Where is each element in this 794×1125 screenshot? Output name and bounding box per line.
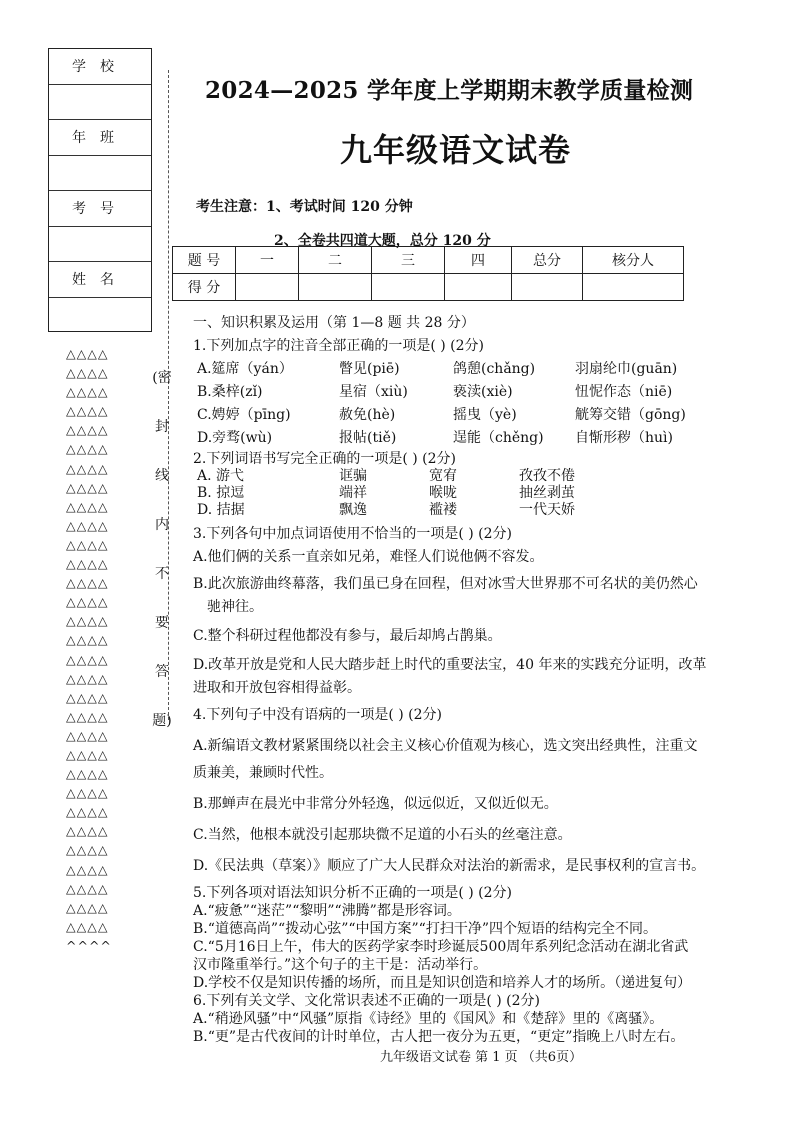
score-header-cell: 二: [299, 247, 372, 274]
info-class-field[interactable]: [49, 156, 151, 192]
seal-char: 封: [155, 418, 169, 435]
question-1-stem: 1.下列加点字的注音全部正确的一项是( ) (2分): [193, 338, 485, 354]
q2-option: D. 拮据: [197, 502, 245, 518]
triangle-row: △△△△: [66, 727, 109, 743]
note-line-1: [196, 190, 491, 224]
score-cell[interactable]: [583, 274, 684, 301]
q5-option-c-line2: 汉市隆重举行。”这个句子的主干是：活动举行。: [193, 957, 488, 973]
info-school-field[interactable]: [49, 85, 151, 121]
q4-option-c: C.当然，他根本就没引起那块微不足道的小石头的丝毫注意。: [193, 827, 572, 843]
triangle-row: △△△△: [66, 842, 109, 858]
q4-option-b: B.那蝉声在晨光中非常分外轻逸，似远似近，又似近似无。: [193, 796, 558, 812]
seal-notice: [150, 352, 174, 744]
triangle-row: △△△△: [66, 441, 109, 457]
q5-option-c-line1: C.“5月16日上午，伟大的医药学家李时珍诞辰500周年系列纪念活动在湖北省武: [193, 939, 689, 955]
seal-char: 线: [155, 467, 169, 484]
triangle-row: △△△△: [66, 479, 109, 495]
q2-option: 端祥: [339, 485, 367, 501]
seal-char: (密: [152, 369, 172, 386]
score-header-cell: 三: [372, 247, 445, 274]
seal-char: 要: [155, 614, 169, 631]
q6-option-b: B.“更”是古代夜间的计时单位，古人把一夜分为五更，“更定”指晚上八时左右。: [193, 1029, 685, 1045]
question-content: [193, 312, 773, 1046]
q2-option: 褴褛: [429, 502, 457, 518]
q1-option: 鸽憩(chǎng): [453, 361, 536, 377]
question-5: [193, 884, 773, 1046]
q1-option: 觥筹交错（gōng): [575, 407, 686, 423]
q2-option: 宽宥: [429, 468, 457, 484]
note-total: 2、全卷共四道大题，总分 120 分: [274, 233, 491, 249]
info-name-field[interactable]: [49, 298, 151, 334]
triangle-row: △△△△: [66, 861, 109, 877]
triangle-row: △△△△: [66, 785, 109, 801]
info-class-label: 年班: [49, 120, 151, 156]
q3-option-d-line2: 进取和开放包容相得益彰。: [193, 680, 361, 696]
q2-option: 抽丝剥茧: [519, 485, 575, 501]
student-info-box: [48, 48, 152, 332]
question-2-options: [193, 468, 773, 519]
triangle-row: △△△△: [66, 575, 109, 591]
score-table: [172, 246, 684, 301]
triangle-row: △△△△: [66, 746, 109, 762]
triangle-border: [66, 344, 146, 955]
question-2-stem: 2.下列词语书写完全正确的一项是( ) (2分): [193, 451, 457, 467]
triangle-row: △△△△: [66, 651, 109, 667]
q5-option-b: B.“道德高尚”“拨动心弦”“中国方案”“打扫干净”四个短语的结构完全不同。: [193, 921, 657, 937]
note-time: 1、考试时间 120 分钟: [266, 199, 413, 215]
q1-option: 忸怩作态（niē): [575, 384, 673, 400]
triangle-row: △△△△: [66, 403, 109, 419]
q2-option: 孜孜不倦: [519, 468, 575, 484]
triangle-row: △△△△: [66, 365, 109, 381]
seal-char: 内: [155, 516, 169, 533]
score-header-cell: 总分: [512, 247, 583, 274]
exam-subtitle: 九年级语文试卷: [340, 131, 572, 169]
score-row-label: 得 分: [173, 274, 236, 301]
triangle-row: △△△△: [66, 689, 109, 705]
q5-option-a: A.“疲惫”“迷茫”“黎明”“沸腾”都是形容词。: [193, 903, 461, 919]
q2-option: B. 掠逗: [197, 485, 245, 501]
score-cell[interactable]: [512, 274, 583, 301]
seal-char: 不: [155, 565, 169, 582]
triangle-row: △△△△: [66, 804, 109, 820]
q3-option-a: A.他们俩的关系一直亲如兄弟，难怪人们说他俩不容发。: [193, 549, 544, 565]
q1-option: B.桑梓(zǐ): [197, 384, 263, 400]
score-header-cell: 一: [236, 247, 299, 274]
q2-option: 飘逸: [339, 502, 367, 518]
triangle-row: △△△△: [66, 594, 109, 610]
q1-option: 报帖(tiě): [339, 430, 397, 446]
triangle-row: △△△△: [66, 498, 109, 514]
q1-option: 瞥见(piē): [339, 361, 400, 377]
q3-option-b-line2: 驰神往。: [207, 599, 263, 615]
info-school-label: 学校: [49, 49, 151, 85]
question-1-options: [193, 358, 773, 450]
section-1-title: 一、知识积累及运用（第 1—8 题 共 28 分）: [193, 315, 475, 331]
triangle-row: ^^^^: [66, 937, 112, 953]
info-name-label: 姓名: [49, 262, 151, 298]
q1-option: 摇曳（yè): [453, 407, 517, 423]
triangle-row: △△△△: [66, 632, 109, 648]
q4-option-a-line2: 质兼美，兼顾时代性。: [193, 765, 333, 781]
q1-option: 亵渎(xiè): [453, 384, 513, 400]
q1-option: D.旁骛(wù): [197, 430, 273, 446]
q1-option: A.筵席（yán）: [197, 361, 293, 377]
question-3-stem: 3.下列各句中加点词语使用不恰当的一项是( ) (2分): [193, 526, 513, 542]
triangle-row: △△△△: [66, 384, 109, 400]
q4-option-a-line1: A.新编语文教材紧紧围绕以社会主义核心价值观为核心，选文突出经典性，注重文: [193, 738, 698, 754]
note-label: 考生注意：: [196, 199, 266, 215]
q2-option: A. 游弋: [197, 468, 245, 484]
triangle-row: △△△△: [66, 422, 109, 438]
q1-option: 星宿（xiù): [339, 384, 408, 400]
triangle-row: △△△△: [66, 766, 109, 782]
question-5-stem: 5.下列各项对语法知识分析不正确的一项是( ) (2分): [193, 885, 513, 901]
triangle-row: △△△△: [66, 708, 109, 724]
q5-option-d: D.学校不仅是知识传播的场所，而且是知识创造和培养人才的场所。（递进复句）: [193, 975, 692, 991]
score-header-cell: 核分人: [583, 247, 684, 274]
page-footer: 九年级语文试卷 第 1 页 （共6页）: [380, 1050, 583, 1065]
q3-option-d-line1: D.改革开放是党和人民大踏步赶上时代的重要法宝，40 年来的实践充分证明，改革: [193, 657, 707, 673]
score-table-header-row: [173, 247, 684, 274]
q1-option: 逞能（chěng): [453, 430, 544, 446]
score-cell[interactable]: [236, 274, 299, 301]
q2-option: 一代天娇: [519, 502, 575, 518]
score-cell[interactable]: [299, 274, 372, 301]
triangle-row: △△△△: [66, 670, 109, 686]
score-cell[interactable]: [445, 274, 512, 301]
triangle-row: △△△△: [66, 460, 109, 476]
q3-option-b-line1: B.此次旅游曲终幕落，我们虽已身在回程，但对冰雪大世界那不可名状的美仍然心: [193, 576, 698, 592]
q1-option: 自惭形秽（huì): [575, 430, 673, 446]
triangle-row: △△△△: [66, 880, 109, 896]
q1-option: C.娉婷（pīng): [197, 407, 291, 423]
triangle-row: △△△△: [66, 899, 109, 915]
seal-char: 答: [155, 663, 169, 680]
triangle-row: △△△△: [66, 556, 109, 572]
score-cell[interactable]: [372, 274, 445, 301]
q2-option: 喉咙: [429, 485, 457, 501]
triangle-row: △△△△: [66, 823, 109, 839]
triangle-row: △△△△: [66, 517, 109, 533]
q1-option: 赦免(hè): [339, 407, 396, 423]
info-exam-number-field[interactable]: [49, 227, 151, 263]
question-4-stem: 4.下列句子中没有语病的一项是( ) (2分): [193, 707, 443, 723]
q1-option: 羽扇纶巾(guān): [575, 361, 678, 377]
q2-option: 诓骗: [339, 468, 367, 484]
seal-char: 题): [152, 712, 172, 729]
question-6-stem: 6.下列有关文学、文化常识表述不正确的一项是( ) (2分): [193, 993, 541, 1009]
triangle-row: △△△△: [66, 918, 109, 934]
info-exam-number-label: 考号: [49, 191, 151, 227]
exam-title: 2024—2025 学年度上学期期末教学质量检测: [205, 77, 694, 104]
triangle-row: △△△△: [66, 613, 109, 629]
q6-option-a: A.“稍逊风骚”中“风骚”原指《诗经》里的《国风》和《楚辞》里的《离骚》。: [193, 1011, 664, 1027]
triangle-row: △△△△: [66, 536, 109, 552]
score-header-cell: 题 号: [173, 247, 236, 274]
score-table-score-row: [173, 274, 684, 301]
q3-option-c: C.整个科研过程他都没有参与，最后却鸠占鹊巢。: [193, 628, 502, 644]
q4-option-d: D.《民法典（草案）》顺应了广大人民群众对法治的新需求，是民事权利的宣言书。: [193, 858, 706, 874]
score-header-cell: 四: [445, 247, 512, 274]
triangle-row: △△△△: [66, 346, 109, 361]
